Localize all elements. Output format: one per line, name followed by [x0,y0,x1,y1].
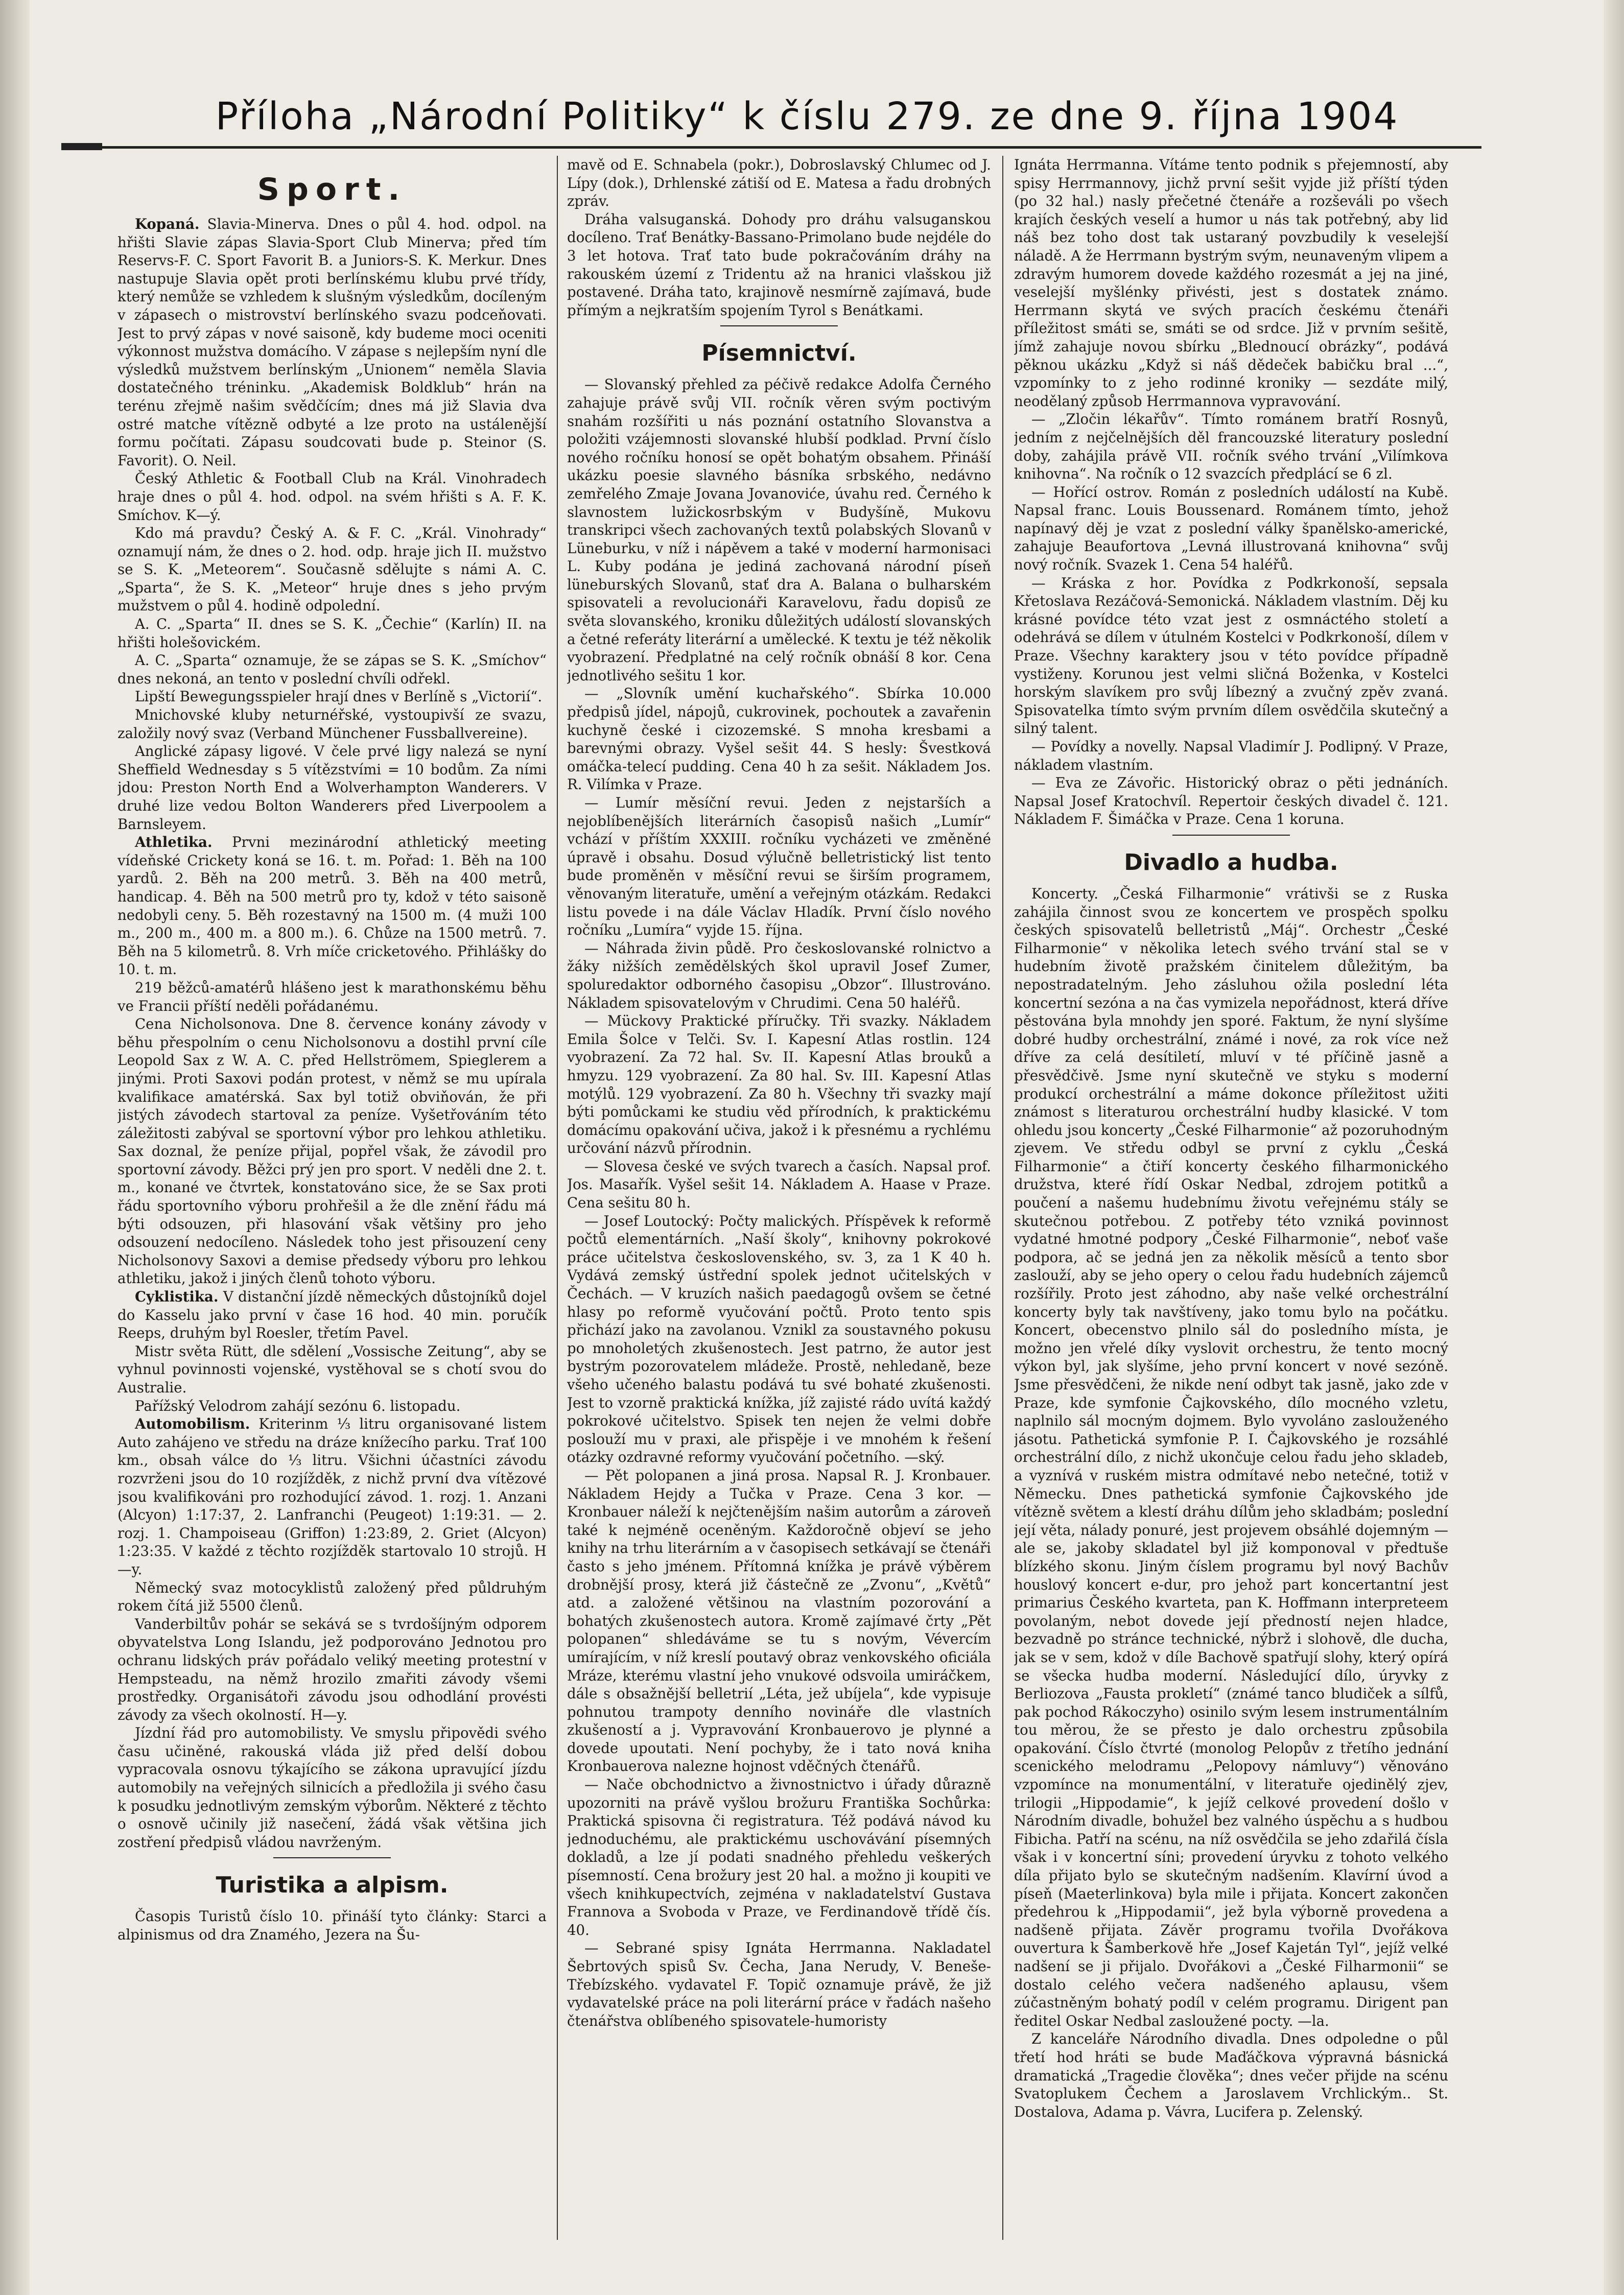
review-item: — Sebrané spisy Ignáta Herrmanna. Nakladatel Šebrtových spisů Sv. Čecha, Jana Nerudy, V. Beneše-Třebízského. vydavatel F. Topič oznamuje právě, že již vydavatelské práce na poli literární práce v řadách našeho čtenářstva oblíbeného spisovatele-humoristy [567,1939,991,2029]
article-kdo-ma-pravdu: Kdo má pravdu? Český A. & F. C. „Král. Vinohrady“ oznamují nám, že dnes o 2. hod. odp. hraje jich II. mužstvo se S. K. „Meteorem“. Současně sdělujte s námi A. C. „Sparta“, že S. K. „Meteor“ hruje dnes s jeho prvým mužstvem o půl 4. hodině odpolední. [117,525,547,614]
article-ac-sparta-1: A. C. „Sparta“ II. dnes se S. K. „Čechie“ (Karlín) II. na hřišti holešovickém. [117,616,547,651]
masthead-rule [66,146,1481,149]
column-rule-1 [557,156,558,2240]
column-1 [117,156,547,2275]
article-lipsti: Lipští Bewegungsspieler hrají dnes v Berlíně s „Victorií“. [135,688,543,705]
column-3 [1014,156,1448,2275]
article-athletika-text: Prvni mezinárodní athletický meeting vídeňské Crickety koná se 16. t. m. Pořad: 1. Běh na 100 yardů. 2. Běh na 200 metrů. 3. Běh na 400 metrů, handicap. 4. Běh na 500 metrů pro ty, kdož v této saisoně nedobyli ceny. 5. Běh rozestavný na 1500 m. (4 muži 100 m., 200 m., 400 m. a 800 m.). 6. Chůze na 1500 metrů. 7. Běh na 5 kilometrů. 8. Vrh míče cricketového. Přihlášky do 10. t. m. [117,834,547,978]
section-title-divadlo: Divadlo a hudba. [1124,849,1338,876]
review-item: — Eva ze Závořic. Historický obraz o pěti jednáních. Napsal Josef Kratochvíl. Repertoir českých divadel č. 121. Nákladem F. Šimáčka v Praze. Cena 1 koruna. [1014,774,1448,828]
article-continuation: Ignáta Herrmanna. Vítáme tento podnik s přejemností, aby spisy Herrmannovy, jichž první sešit vyjde již příští týden (po 32 hal.) nasly přečetné čtenáře a rozševáli po všech krajích českých veselí a humor u nás tak potřebný, aby lid náš bez toho dost tak ustaraný povzbudily k veselejší náladě. A že Herrmann bystrým svým, neunaveným vlipem a zdravým humorem dovede každého rozesmát a jej na jiné, veselejší myšlénky přivésti, jest s dostatek známo. Herrmann skytá ve svých pracích českému čtenáři příležitost smáti se, smáti se od srdce. Již v prvním sešitě, jímž zahajuje novou sbírku „Blednoucí obrázky“, podává pěknou ukázku „Když si náš dědeček babičku bral ...“, vzpomínky to z jeho rodinné kroniky — sezdáte milý, neodělaný způsob Herrmannova vypravování. [1014,156,1448,410]
review-item: — Náhrada živin půdě. Pro českoslovanské rolnictvo a žáky nižších zemědělských škol upravil Josef Zumer, spoluredaktor odborného časopisu „Obzor“. Illustrováno. Nákladem spisovatelovým v Chrudimi. Cena 50 haléřů. [567,939,991,1011]
review-item: — Josef Loutocký: Počty malických. Příspěvek k reformě počtů elementárních. „Naší školy“, knihovny pokrokové práce učitelstva československého, sv. 3, za 1 K 40 h. Vydává zemský ústřední spolek jednot učitelských v Čechách. — V kruzích našich paedagogů ovšem se četné hlasy po reformě vyučování počtů. Proto tento spis přichází jako na zavolanou. Vznikl za soustavného pokusu po mnoholetých zkušenostech. Jest patrno, že autor jest bystrým pozorovatelem mládeže. Prostě, nehledaně, beze všeho učeného balastu podává tu své bohaté zkušenosti. Jest to vzorně praktická knížka, jíž zajisté rádo uvítá každý pokrokové učitelstvo. Spisek ten nejen že velmi dobře poslouží mu v praxi, ale přispěje i ve mnohém k řešení otázky ozdravné reformy vyučování početního. —ský. [567,1212,991,1466]
article-mistr-sveta: Mistr světa Rütt, dle sdělení „Vossische Zeitung“, aby se vyhnul povinnosti vojenské, vystěhoval se s chotí svou do Australie. [117,1342,547,1396]
article-automobilism [117,1415,547,1578]
separator [720,325,838,326]
article-automobilism-head: Automobilism. [135,1415,250,1433]
review-item: — Nače obchodnictvo a živnostnictvo i úřady důrazně upozorniti na právě vyšlou brožuru Františka Sochůrka: Praktická spisovna či registratura. Též podává návod ku jednoduchému, ale praktickému uschovávání písemných dokladů, a lze jí podati snadného přehledu veškerých písemností. Cena brožury jest 20 hal. a možno ji koupiti ve všech knihkupectvích, zejména v nakladatelství Gustava Frannova a Svoboda v Praze, ve Ferdinandově třídě čís. 40. [567,1776,991,1938]
separator [273,1857,391,1858]
review-item: — Slovesa české ve svých tvarech a časích. Napsal prof. Jos. Masařík. Vyšel sešit 14. Nákladem A. Haase v Praze. Cena sešitu 80 h. [567,1157,991,1212]
article-cyklistika-head: Cyklistika. [135,1288,219,1306]
article-nemecky-svaz: Německý svaz motocyklistů založený před půldruhým rokem čítá již 5500 členů. [117,1579,547,1615]
article-jizdni-rad: Jízdní řád pro automobilisty. Ve smyslu připovědi svého času učiněné, rakouská vláda již před delší dobou vypracovala osnovu týkajícího se zákona upravující jízdu automobily na veřejných silnicích a předložila ji svého času k posudku jednotlivým zemským výborům. Některé z těchto o osnově učinily již nasečení, žádá však většina jich zostření předpisů vládou navrženým. [117,1724,547,1851]
article-draha: Dráha valsuganská. Dohody pro dráhu valsuganskou docíleno. Trať Benátky-Bassano-Primolano bude nejdéle do 3 let hotova. Trať tato bude pokračováním dráhy na rakouském území z Tridentu až na hranici vlašskou již postavené. Dráha tato, krajinově nesmírně zajímavá, bude přímým a nejkratším spojením Tyrol s Benátkami. [567,210,991,319]
article-cyklistika-text: V distanční jízdě německých důstojníků dojel do Kasselu jako první v čase 16 hod. 40 min. poručík Reeps, druhým byl Roesler, třetím Pavel. [117,1288,547,1342]
review-item: — Povídky a novelly. Napsal Vladimír J. Podlipný. V Praze, nákladem vlastním. [1014,738,1448,773]
article-parizsky: Pařížský Velodrom zahájí sezónu 6. listopadu. [135,1397,461,1414]
masthead-title: Příloha „Národní Politiky“ k číslu 279. ze dne 9. října 1904 [215,94,1399,138]
article-athletika [117,833,547,979]
article-cyklistika [117,1288,547,1342]
review-item: — Pět polopanen a jiná prosa. Napsal R. J. Kronbauer. Nákladem Hejdy a Tučka v Praze. Cena 3 kor. — Kronbauer náleží k nejčtenějším našim autorům a zároveň také k nejméně oceněným. Každoročně objeví se jeho knihy na trhu literárním a v časopisech setkávají se čtenáři často s jeho jménem. Přítomná knížka je právě výběrem drobnější prosy, která již částečně ze „Zvonu“, „Květů“ atd. a založené většinou na vlastním pozorování a bohatých zkušenostech autora. Kromě zajímavé črty „Pět polopanen“ shledáváme se tu s novým, Vévercím umírajícím, v níž kreslí poutavý obraz venkovského oficiála Mráze, kterému vlastní jeho vnukové odsvoila umiráčkem, dále s obsažnější belletrií „Léta, jež ubíjela“, kde vypisuje pohnutou trampoty denního novináře dle vlastních zkušeností a j. Vypravování Kronbauerovo je plynné a dovede upoutati. Není pochyby, že i tato nová kniha Kronbauerova nalezne hojnost vděčných čtenářů. [567,1466,991,1775]
article-automobilism-text: Kriterinm ⅓ litru organisované listem Auto zahájeno ve středu na dráze knížecího parku. Trať 100 km., obsah válce do ⅓ litru. Všichni účastníci závodu rozvrženi jsou do 10 rozjížděk, z nichž první dva vítězové jsou kvalifikováni pro rozhodující závod. 1. rozj. 1. Anzani (Alcyon) 1:17:37, 2. Lanfranchi (Peugeot) 1:19:31. — 2. rozj. 1. Champoiseau (Griffon) 1:23:89, 2. Griet (Alcyon) 1:23:35. V každé z těchto rozjížděk startovalo 10 strojů. H—y. [117,1415,547,1578]
article-vanderbilt: Vanderbiltův pohár se sekává se s tvrdošíjným odporem obyvatelstva Long Islandu, jež podporováno Jednotou pro ochranu lidských práv pořádalo veliký meeting protestní v Hempsteadu, na němž hrozilo zmařiti závody všemi prostředky. Organisátoři závodu jsou odhodlání provésti závody za všech okolností. H—y. [117,1615,547,1723]
review-item: — Slovanský přehled za péčivě redakce Adolfa Černého zahajuje právě svůj VII. ročník věren svým poctivým snahám rozšířiti u nás poznání ostatního Slovanstva a položiti vzájemnosti slovanské hlubší podklad. První číslo nového ročníku honosí se opět bohatým obsahem. Přináší ukázku poesie slavného básníka srbského, nedávno zemřelého Zmaje Jovana Jovanoviće, úvahu red. Černého k slavnostem lužickosrbským v Budyšíně, Mukovu transkripci všech zachovaných textů polabských Slovanů v Lüneburku, v níž i nápěvem a také v moderní harmonisaci L. Kuby podána je jediná zachovaná národní píseň lüneburských Slovanů, stať dra A. Balana o bulharském spisovateli a revolucionáři Karavelovu, řadu dopisů ze světa slovanského, kroniku důležitých událostí slovanských a četné referáty literární a umělecké. K textu je též několik vyobrazení. Předplatné na celý ročník obnáší 8 kor. Cena jednotlivého sešitu 1 kor. [567,376,991,684]
article-kopana-text: Slavia-Minerva. Dnes o půl 4. hod. odpol. na hřišti Slavie zápas Slavia-Sport Club Minerva; před tím Reservs-F. C. Sport Favorit B. a Juniors-S. K. Merkur. Dnes nastupuje Slavia opět proti berlínskému klubu prvé třídy, který nemůže se vzhledem k slušným výsledkům, docíleným v zápasech o mistrovství berlínského svazu podceňovati. Jest to prvý zápas v nové saisoně, kdy budeme moci oceniti výkonnost mužstva domácího. V zápase s nejlepším nyní dle výsledků mužstvem berlínským „Unionem“ neměla Slavia dostatečného tréninku. „Akademisk Boldklub“ hrán na terénu zřejmě našim svědčícím; dnes má již Slavia dva ostré matche vítězně odbyté a lze proto na ustálenější formu počítati. Zápasu soudcovati bude p. Steinor (S. Favorit). O. Neil. [117,216,547,469]
review-item: — „Zločin lékařův“. Tímto románem bratří Rosnyů, jedním z nejčelnějších děl francouzské literatury poslední doby, zahájila právě VII. ročník svého trvání „Vilímkova knihovna“. Na ročník o 12 svazcích předplácí se 6 zl. [1014,411,1448,483]
section-title-turistika: Turistika a alpism. [216,1872,449,1899]
review-item: — „Slovník umění kuchařského“. Sbírka 10.000 předpisů jídel, nápojů, cukrovinek, pochoutek a zavařenin kuchyně české i cizozemské. S mnoha kresbami a barevnými obrazy. Vyšel sešit 44. S hesly: Švestková omáčka-telecí pudding. Cena 40 h za sešit. Nákladem Jos. R. Vilímka v Praze. [567,685,991,793]
article-cena-nicholsonova: Cena Nicholsonova. Dne 8. července konány závody v běhu přespolním o cenu Nicholsonovu a dostihl první cíle Leopold Sax z W. A. C. před Hellströmem, Spieglerem a jinými. Proti Saxovi podán protest, v němž se mu upírala kvalifikace amatérská. Sax byl totiž obviňován, že při jistých závodech startoval za peníze. Vyšetřováním této záležitosti zabýval se sportovní výbor pro lehkou athletiku. Sax doznal, že peníze přijal, popřel však, že závodil pro sportovní závody. Běžci prý jen pro sport. V neděli dne 2. t. m., konané ve čtvrtek, konstatováno sice, že se Sax proti řádu sportovního výboru prohřešil a že dle znění řádu má býti odsouzen, při hlasování však většiny pro jeho odsouzení nedocíleno. Následek toho jest přisouzení ceny Nicholsonovy Saxovi a demise předsedy výboru pro lehkou athletiku, jakož i jiných členů tohoto výboru. [117,1015,547,1287]
review-item: — Hořící ostrov. Román z posledních událostí na Kubě. Napsal franc. Louis Boussenard. Románem tímto, jehož napínavý děj je vzat z poslední války španělsko-americké, zahajuje Beaufortova „Levná illustrovaná knihovna“ svůj nový ročník. Svazek 1. Cena 54 haléřů. [1014,483,1448,574]
article-cesky-athletic: Český Athletic & Football Club na Král. Vinohradech hraje dnes o půl 4. hod. odpol. na svém hřišti s A. F. K. Smíchov. K—ý. [117,470,547,524]
article-turistika: Časopis Turistů číslo 10. přináší tyto články: Starci a alpinismus od dra Znamého, Jezera na Šu- [117,1908,547,1944]
section-title-pisemnictvi: Písemnictví. [701,340,857,367]
separator [1172,835,1290,836]
review-item: — Lumír měsíční revui. Jeden z nejstarších a nejoblíbenějších literárních časopisů našich „Lumír“ vchází v příštím XXXIII. ročníku vycházeti ve změněné úpravě i obsahu. Dosud výlučně belletristický list tento bude proměněn v měsíční revui se širším programem, věnovaným literatuře, umění a veřejným otázkám. Redakci listu povede i na dále Václav Hladík. První číslo nového ročníku „Lumíra“ vyjde 15. října. [567,794,991,939]
article-bezci: 219 běžců-amatérů hlášeno jest k marathonskému běhu ve Francii příští neděli pořádanému. [117,979,547,1014]
article-kopana [117,215,547,469]
section-title-sport: Sport. [257,172,407,207]
article-continuation: mavě od E. Schnabela (pokr.), Dobroslavský Chlumec od J. Lípy (dok.), Drhlenské zátiší od E. Matesa a řadu drobných zpráv. [567,156,991,210]
column-rule-2 [1002,156,1003,2240]
scan-edge-left [0,0,30,2295]
review-item: — Mückovy Praktické příručky. Tři svazky. Nákladem Emila Šolce v Telči. Sv. I. Kapesní Atlas rostlin. 124 vyobrazení. Za 72 hal. Sv. II. Kapesní Atlas brouků a hmyzu. 129 vyobrazení. Za 80 hal. Sv. III. Kapesní Atlas motýlů. 129 vyobrazení. Za 80 h. Všechny tři svazky mají býti pomůckami ke studiu věd přírodních, k praktickému domácímu opakování učiva, jakož i k přesnému a rychlému určování názvů přírodnin. [567,1012,991,1157]
article-anglicke: Anglické zápasy ligové. V čele prvé ligy nalezá se nyní Sheffield Wednesday s 5 vítězstvími = 10 bodům. Za ními jdou: Preston North End a Wolverhampton Wanderers. V druhé lize vedou Bolton Wanderers před Liverpoolem a Barnsleyem. [117,743,547,833]
article-athletika-head: Athletika. [135,834,213,851]
article-koncerty: Koncerty. „Česká Filharmonie“ vrátivši se z Ruska zahájila činnost svou ze koncertem ve prospěch spolku českých spisovatelů belletristů „Máj“. Orchestr „České Filharmonie“ v několika letech svého trvání stal se v hudebním životě pražském činitelem důležitým, ba nepostradatelným. Jeho zásluhou ožila poslední léta koncertní sezóna a na čas vymizela nepořádnost, která dříve pěstována byla mnohdy jen sporé. Faktum, že nyní slyšíme dobré hudby orchestrální, známé i nové, za rok více než dříve za celá desítiletí, mluví v té příčině jasně a přesvědčivě. Jsme nyní skutečně ve styku s moderní produkcí orchestrální a máme dokonce příležitost užiti známost s literaturou orchestrální hudby klasické. V tom ohledu jsou koncerty „České Filharmonie“ až pozoruhodným zjevem. Ve středu odbyl se první z cyklu „Česká Filharmonie“ a čtiří koncerty českého filharmonického družstva, které řídí Oskar Nedbal, zdrojem potitků a poučení a našemu hudebnímu životu veřejnému stály se skutečnou potřebou. Z potřeby této vzniká povinnost vydatné hmotné podpory „České Filharmonie“, neboť vaše podpora, ač se jedná jen za několik měsíců a tento sbor zaslouží, aby se jeho opery o celou řadu hudebních zájemců rozšířily. Proto jest záhodno, aby naše velké orchestrální koncerty byly tak navštíveny, jako tomu bylo na počátku. Koncert, obecenstvo plnilo sál do posledního místa, je možno jen vřelé díky vyslovit orchestru, že tento mocný výkon byl, jak slyšíme, jeho první koncert v nové sezóně. Jsme přesvědčeni, že nikde není odbyt tak jasně, jako zde v Praze, kde symfonie Čajkovského, dílo mocného vzletu, naplnilo sál mocným dojmem. Bylo vyvoláno zaslouženého jásotu. Pathetická symfonie P. I. Čajkovského je rozsáhlé orchestrální dílo, z nichž ukončuje celou řadu jeho skladeb, a vyznívá v ruském mistra odmítavé nebo netečné, totiž v Německu. Dnes pathetická symfonie Čajkovského jde vítězně světem a klestí dráhu dílům jeho skladbám; poslední její věta, nálady ponuré, jest projevem obsáhlé dojemným — ale se, jakoby skladatel byl již komponoval v předtuše blízkého skonu. Jiným číslem programu byl nový Bachův houslový koncert e-dur, pro jehož part koncertantní jest primarius Českého kvarteta, pan K. Hoffmann interpreteem povolaným, nebot dovede její předností nejen hladce, bezvadně po stránce technické, nýbrž i slohově, dle ducha, jak se v sem, kdož v díle Bachově spatřují slohy, který opírá se všecka hudba moderní. Následující dílo, úryvky z Berliozova „Fausta prokletí“ (známé tanco bludiček a sílfů, pak pochod Rákoczyho) osinilo svým lesem instrumentálním tou měrou, že se přesto je dalo orchestru způsobila opakování. Číslo čtvrté (monolog Pelopův z třetího jednání scenického melodramu „Pelopovy námluvy“) věnováno vzpomínce na monumentální, v literatuře ojedinělý zjev, trilogii „Hippodamie“, k jejíž celkové provedení došlo v Národním divadle, bohužel bez valného úspěchu a s hudbou Fibicha. Patří na scénu, na níž osvědčila se jeho zdařilá čísla však i v koncertní síni; provedení úryvku z tohoto velkého díla přijato bylo se skutečným nadšením. Klavírní úvod a píseň (Maeterlinkova) byla mile i přijata. Koncert zakončen předehrou k „Hippodamii“, jež byla výborně provedena a nadšeně přijata. Závěr programu tvořila Dvořákova ouvertura k Šamberkově hře „Josef Kajetán Tyl“, jejíž velké nadšení se ji přijalo. Dvořákovi a „České Filharmonii“ se dostalo celého večera nadšeného aplausu, všem zúčastněným bohatý podíl v celém programu. Dirigent pan ředitel Oskar Nedbal zasloužené pocty. —la. [1014,885,1448,2029]
review-item: — Kráska z hor. Povídka z Podkrkonoší, sepsala Křetoslava Rezáčová-Semonická. Nákladem vlastním. Děj ku krásné povídce této vzat jest z osmnáctého století a odehrává se dílem v útulném Kostelci v Podkrkonoší, dílem v Praze. Všechny karaktery jsou v této povídce případně vystiženy. Korunou jest velmi sličná Boženka, v Kostelci horským slavíkem pro svůj líbezný a zvučný zpěv zvaná. Spisovatelka tímto svým prvním dílem osvědčila skutečný a silný talent. [1014,574,1448,737]
scan-edge-right [1604,0,1624,2295]
article-kancelar: Z kanceláře Národního divadla. Dnes odpoledne o půl třetí hod hráti se bude Maďáčkova výpravná básnická dramatická „Tragedie člověka“; dnes večer přijde na scénu Svatoplukem Čechem a Jaroslavem Vrchlickým.. St. Dostalova, Adama p. Vávra, Lucifera p. Zelenský. [1014,2030,1448,2120]
article-ac-sparta-2: A. C. „Sparta“ oznamuje, že se zápas se S. K. „Smíchov“ dnes nekoná, an tento v poslední chvíli odřekl. [117,652,547,687]
article-kopana-head: Kopaná. [135,216,200,232]
column-2 [567,156,991,2275]
article-mnichovske: Mnichovské kluby neturnéřské, vystoupivší ze svazu, založily nový svaz (Verband Münchener Fussballvereine). [117,706,547,742]
